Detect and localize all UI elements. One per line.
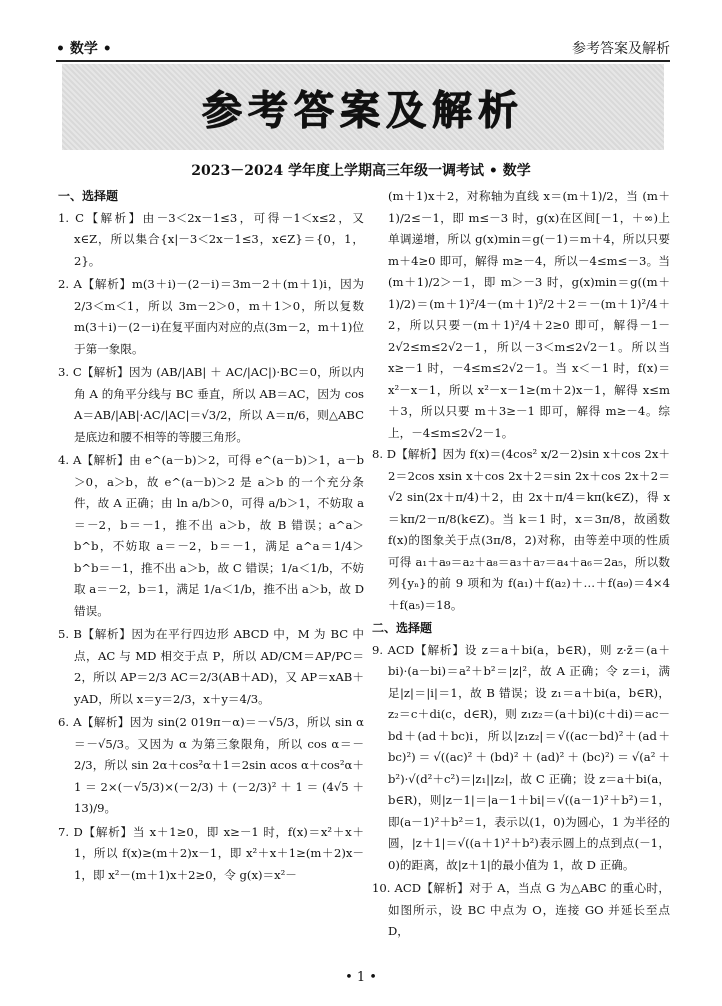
answer-item: 2. A【解析】m(3＋i)－(2－i)＝3m－2＋(m＋1)i，因为 2/3＜m＜1，所以 3m－2＞0，m＋1＞0，所以复数 m(3＋i)－(2－i)在复平面内对应的点(3m－2，m＋1)位于第一象限。	[58, 277, 364, 356]
page-number: • 1 •	[345, 970, 377, 985]
header-section-title: 参考答案及解析	[572, 41, 670, 57]
exam-title: 2023－2024 学年度上学期高三年级一调考试 • 数学	[191, 163, 531, 179]
answer-item: 1. C【解析】由－3＜2x－1≤3，可得－1＜x≤2，又 x∈Z，所以集合{x|－3＜2x－1≤3，x∈Z}＝{0，1，2}。	[58, 210, 364, 268]
answer-item: 10. ACD【解析】对于 A，当点 G 为△ABC 的重心时，如图所示，设 BC 中点为 O，连接 GO 并延长至点 D，	[372, 881, 670, 938]
banner-title: 参考答案及解析	[202, 87, 524, 134]
answer-item: 4. A【解析】由 e^(a－b)＞2，可得 e^(a－b)＞1，a－b＞0，a＞b，故 e^(a－b)＞2 是 a＞b 的一个充分条件，故 A 正确；由 ln a/b＞0，可得 a/b＞1，不妨取 a＝－2，b＝－1，推不出 a＞b，故 B 错误；a^a＞b^b，不妨取 a＝－2，b＝－1，满足 a^a＝1/4＞b^b＝－1，推不出 a＞b，故 C 错误；1/a＜1/b，不妨取 a＝－2，b＝1，满足 1/a＜1/b，推不出 a＞b，故 D 错误。	[58, 453, 364, 618]
answer-item: 9. ACD【解析】设 z＝a＋bi(a，b∈R)，则 z·z̄＝(a＋bi)·(a－bi)＝a²＋b²＝|z|²，故 A 正确；令 z＝i，满足|z|＝|i|＝1，故 B 错误；设 z₁＝a＋bi(a，b∈R)，z₂＝c＋di(c，d∈R)，则 z₁z₂＝(a＋bi)(c＋di)＝ac－bd＋(ad＋bc)i，所以|z₁z₂|＝√((ac－bd)²＋(ad＋bc)²)＝√((ac)²＋(bd)²＋(ad)²＋(bc)²)＝√(a²＋b²)·√(d²＋c²)＝|z₁||z₂|，故 C 正确；设 z＝a＋bi(a，b∈R)，则|z－1|＝|a－1＋bi|＝√((a－1)²＋b²)＝1，即(a－1)²＋b²＝1，表示以(1，0)为圆心，1 为半径的圆，|z＋1|＝√((a＋1)²＋b²)表示圆上的点到点(－1，0)的距离，故|z＋1|的最小值为 1，故 D 正确。	[372, 642, 670, 872]
answer-item: 6. A【解析】因为 sin(2 019π－α)＝－√5/3，所以 sin α＝－√5/3。又因为 α 为第三象限角，所以 cos α＝－2/3，所以 sin 2α＋cos²α＋1＝2sin αcos α＋cos²α＋1＝2×(－√5/3)×(－2/3)＋(－2/3)²＋1＝(4√5＋13)/9。	[58, 715, 364, 815]
section-heading: 一、选择题	[58, 189, 119, 203]
section-heading: 二、选择题	[372, 621, 433, 635]
right-column	[372, 186, 670, 945]
answer-item: 8. D【解析】因为 f(x)＝(4cos² x/2－2)sin x＋cos 2x＋2＝2cos xsin x＋cos 2x＋2＝sin 2x＋cos 2x＋2＝√2 sin(2x＋π/4)＋2，由 2x＋π/4＝kπ(k∈Z)，得 x＝kπ/2－π/8(k∈Z)。当 k＝1 时，x＝3π/8，故函数 f(x)的图象关于点(3π/8，2)对称，由等差中项的性质可得 a₁＋a₉＝a₂＋a₈＝a₃＋a₇＝a₄＋a₆＝2a₅，所以数列{yₙ}的前 9 项和为 f(a₁)＋f(a₂)＋…＋f(a₉)＝4×4＋f(a₅)＝18。	[372, 447, 670, 612]
answer-item: 5. B【解析】因为在平行四边形 ABCD 中，M 为 BC 中点，AC 与 MD 相交于点 P，所以 AD/CM＝AP/PC＝2，所以 AP＝2/3 AC＝2/3(AB＋AD)，又 AP＝xAB＋yAD，所以 x＝y＝2/3，x＋y＝4/3。	[58, 627, 364, 706]
title-banner	[62, 64, 664, 150]
header-subject: • 数学 •	[56, 41, 112, 57]
answer-item-continued: (m＋1)x＋2，对称轴为直线 x＝(m＋1)/2，当 (m＋1)/2≤－1，即 m≤－3 时，g(x)在区间[－1，＋∞)上单调递增，所以 g(x)min＝g(－1)＝m＋4，所以只要 m＋4≥0 即可，解得 m≥－4，所以－4≤m≤－3。当 (m＋1)/2＞－1，即 m＞－3 时，g(x)min＝g((m＋1)/2)＝(m＋1)²/4－(m＋1)²/2＋2＝－(m＋1)²/4＋2，所以只要－(m＋1)²/4＋2≥0 即可，解得－1－2√2≤m≤2√2－1，所以－3＜m≤2√2－1。所以当 x≥－1 时，－4≤m≤2√2－1。当 x＜－1 时，f(x)＝x²－x－1，所以 x²－x－1≥(m＋2)x－1，解得 x≤m＋3，所以只要 m＋3≥－1 即可，解得 m≥－4。综上，－4≤m≤2√2－1。	[388, 189, 670, 440]
left-column	[58, 186, 364, 888]
answer-item: 7. D【解析】当 x＋1≥0，即 x≥－1 时，f(x)＝x²＋x＋1，所以 f(x)≥(m＋2)x－1，即 x²＋x＋1≥(m＋2)x－1，即 x²－(m＋1)x＋2≥0，令 g(x)＝x²－	[58, 824, 364, 882]
answer-item: 3. C【解析】因为 (AB/|AB| ＋ AC/|AC|)·BC＝0，所以内角 A 的角平分线与 BC 垂直，所以 AB＝AC，因为 cos A＝AB/|AB|·AC/|AC|＝√3/2，所以 A＝π/6，则△ABC 是底边和腰不相等的等腰三角形。	[58, 365, 364, 444]
header-divider	[56, 60, 670, 62]
